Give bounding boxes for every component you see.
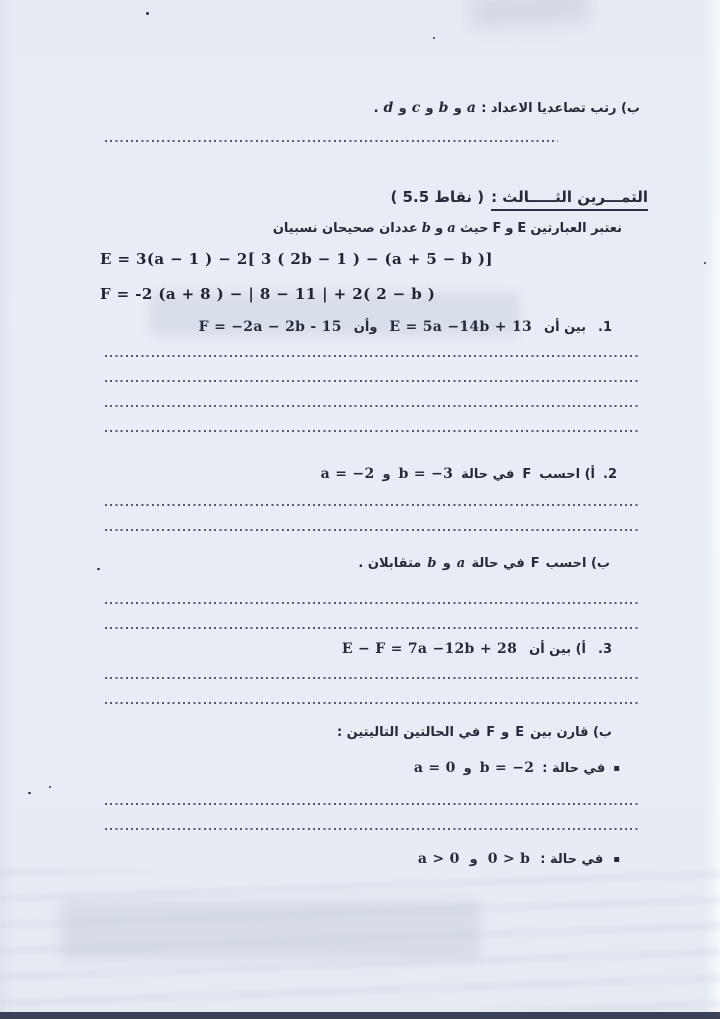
and-separator: و: [398, 101, 407, 116]
condition-a-positive: a > 0: [417, 851, 460, 867]
variable-a: a: [466, 100, 477, 116]
question-2a-text: أ) احسب: [539, 467, 595, 482]
variable-b: b: [421, 221, 432, 236]
answer-dotted-line: [105, 380, 640, 382]
expression-F-letter: F: [522, 467, 532, 482]
answer-dotted-line: [105, 430, 640, 432]
ink-speck: [146, 12, 149, 15]
intro-text: عددان صحيحان نسبيان: [272, 221, 418, 236]
and-separator: و: [382, 467, 391, 482]
exercise-3-header: [390, 188, 648, 211]
variable-a: a: [447, 221, 456, 236]
intro-text: نعتبر العبارتين: [530, 221, 622, 236]
answer-dotted-line: [105, 529, 640, 531]
and-separator: و: [425, 101, 434, 116]
intro-text: حيث: [460, 221, 489, 236]
ink-speck: [28, 792, 31, 794]
exercise-points: ( 5.5 نقاط ): [390, 188, 485, 206]
and-separator: و: [442, 556, 451, 571]
expression-F-equation: F = -2 (a + 8 ) − | 8 − 11 | + 2( 2 − b ): [100, 285, 436, 303]
answer-dotted-line: [105, 803, 640, 805]
variable-c: c: [411, 100, 421, 116]
square-bullet-icon: ▪: [613, 854, 620, 865]
answer-dotted-line: [105, 602, 640, 604]
equation-E-minus-F: E − F = 7a −12b + 28: [341, 641, 518, 657]
ink-speck: [49, 786, 51, 788]
value-b-equals-minus-3: b = −3: [398, 466, 454, 482]
in-case-text: في حالة :: [542, 761, 606, 776]
question-2b-line: [358, 556, 610, 571]
in-case-text: في حالة: [461, 467, 515, 482]
answer-dotted-line: [105, 140, 558, 142]
variable-d: d: [383, 100, 394, 116]
answer-dotted-line: [105, 405, 640, 407]
intro-sentence: [273, 221, 622, 236]
answer-dotted-line: [105, 355, 640, 357]
order-line-text: ب) رتب تصاعديا الاعداد :: [481, 101, 640, 116]
question-number: 3.: [598, 642, 612, 657]
question-3a-text: أ) بين أن: [529, 642, 586, 657]
exercise-title: التمـــرين الثـــــالث :: [491, 188, 648, 211]
equation-E-simplified: E = 5a −14b + 13: [389, 319, 533, 335]
equation-F-simplified: F = −2a − 2b - 15: [198, 319, 342, 335]
question-1-text: بين أن: [544, 320, 586, 335]
in-case-text: في حالة :: [540, 852, 604, 867]
answer-dotted-line: [105, 504, 640, 506]
answer-dotted-line: [105, 828, 640, 830]
order-ascending-line: [374, 100, 640, 116]
question-2b-text: ب) احسب: [545, 556, 610, 571]
question-3b-text: ب) قارن بين: [530, 725, 612, 740]
question-3b-line: [337, 725, 612, 740]
question-number: 2.: [603, 467, 617, 482]
variable-b: b: [427, 556, 437, 571]
period: .: [373, 101, 379, 116]
question-2a-line: [321, 466, 617, 482]
question-1-line: [199, 319, 612, 335]
in-case-text: في حالة: [471, 556, 525, 571]
case-2-line: [418, 851, 620, 867]
expression-E-letter: E: [517, 221, 527, 236]
value-b-equals-minus-2: b = −2: [479, 760, 535, 776]
expression-F-letter: F: [530, 556, 540, 571]
and-separator: و: [453, 101, 462, 116]
two-cases-text: في الحالتين التاليتين :: [336, 725, 481, 740]
paper-texture-streaks: [0, 870, 720, 1010]
variable-a: a: [456, 556, 466, 571]
and-separator: و: [469, 852, 478, 867]
square-bullet-icon: ▪: [613, 763, 620, 774]
expression-F-letter: F: [492, 221, 502, 236]
question-number: 1.: [598, 320, 612, 335]
question-3a-line: [342, 641, 612, 657]
variable-b: b: [438, 100, 449, 116]
and-that-text: وأن: [353, 320, 378, 335]
condition-b-negative: 0 > b: [487, 851, 531, 867]
answer-dotted-line: [105, 627, 640, 629]
opposites-text: متقابلان .: [358, 556, 422, 571]
ink-speck: [433, 37, 435, 39]
ink-speck: [97, 568, 100, 570]
answer-dotted-line: [105, 677, 640, 679]
value-a-equals-minus-2: a = −2: [320, 466, 375, 482]
answer-dotted-line: [105, 702, 640, 704]
scan-edge-band: [0, 1012, 720, 1019]
scan-shadow: [469, 0, 591, 29]
and-separator: و: [505, 221, 514, 236]
and-separator: و: [435, 221, 444, 236]
and-separator: و: [463, 761, 472, 776]
expression-E-letter: E: [515, 725, 525, 740]
expression-E-equation: E = 3(a − 1 ) − 2[ 3 ( 2b − 1 ) − (a + 5 − b )]: [100, 250, 493, 268]
expression-F-letter: F: [486, 725, 496, 740]
case-1-line: [414, 760, 620, 776]
value-a-equals-0: a = 0: [413, 760, 456, 776]
ink-speck: [704, 262, 706, 264]
and-separator: و: [501, 725, 510, 740]
